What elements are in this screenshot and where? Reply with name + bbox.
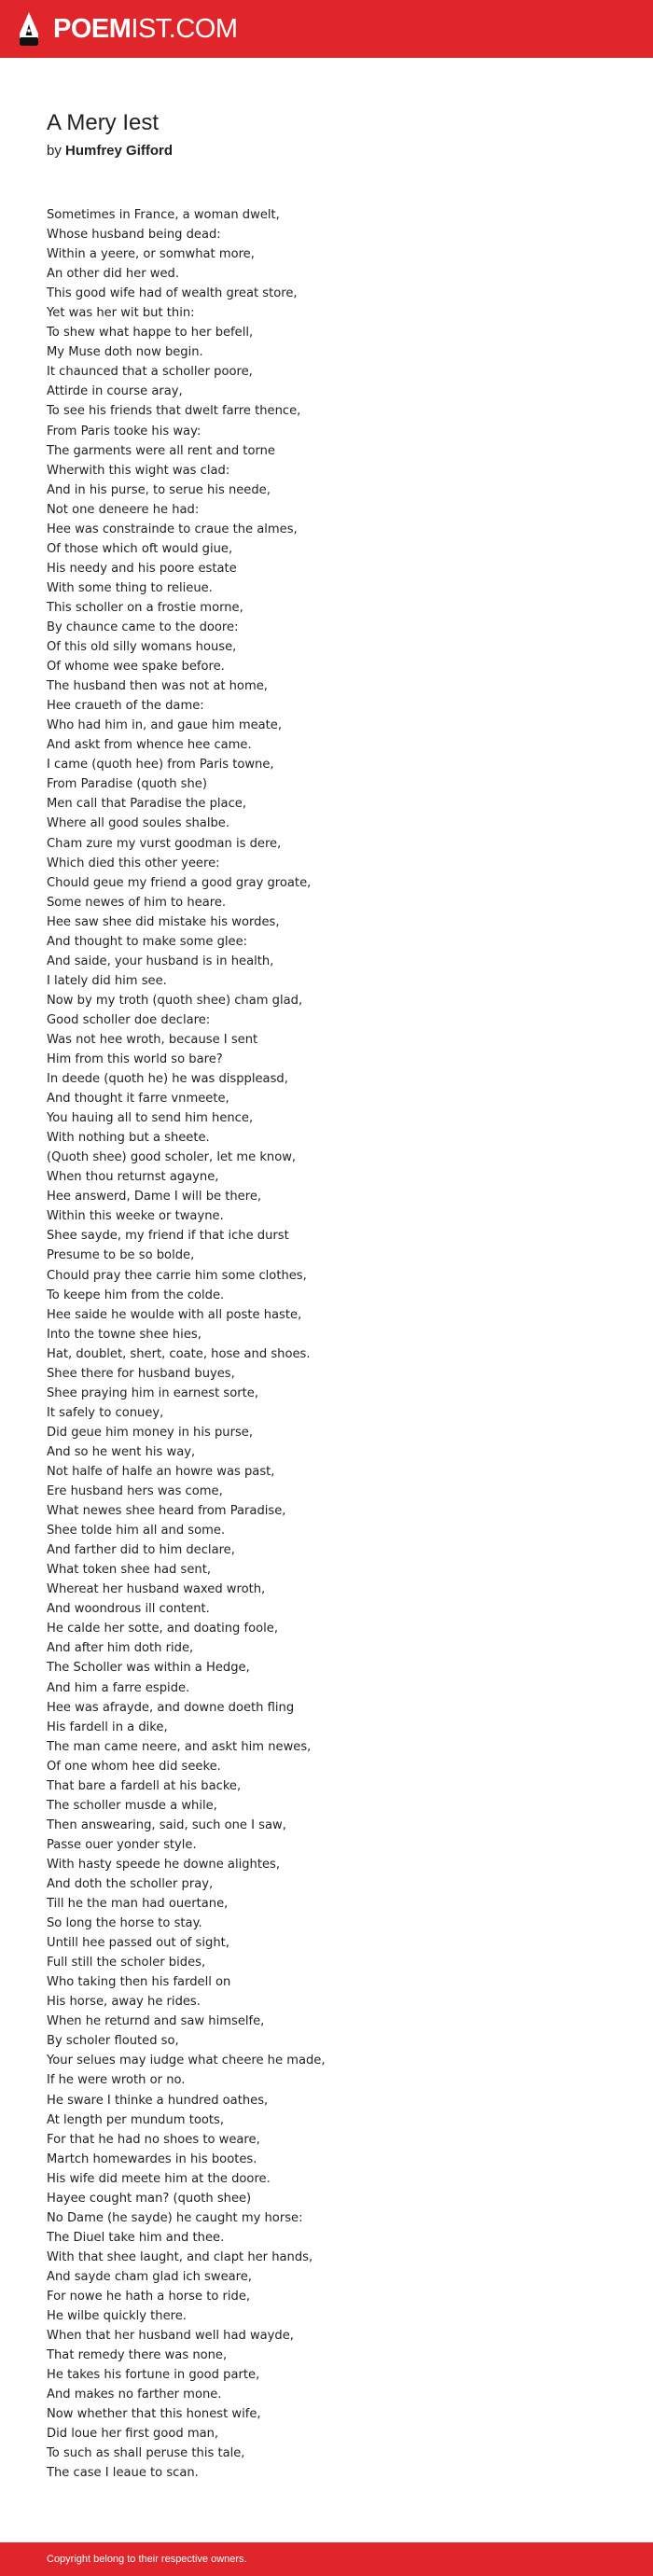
poem-line: Hee was afrayde, and downe doeth fling xyxy=(47,1700,295,1715)
poem-line: Whereat her husband waxed wroth, xyxy=(47,1582,266,1597)
poem-line: And saide, your husband is in health, xyxy=(47,954,274,968)
poem-line: With hasty speede he downe alightes, xyxy=(47,1857,281,1872)
poem-line: Cham zure my vurst goodman is dere, xyxy=(47,836,282,851)
poem-line: From Paris tooke his way: xyxy=(47,424,201,439)
poem-line: When thou returnst agayne, xyxy=(47,1170,219,1185)
footer-bar xyxy=(0,2542,653,2576)
poem-line: I came (quoth hee) from Paris towne, xyxy=(47,758,274,773)
poem-line: Which died this other yeere: xyxy=(47,856,220,870)
poem-line: Who had him in, and gaue him meate, xyxy=(47,718,283,733)
poem-line: Not halfe of halfe an howre was past, xyxy=(47,1465,275,1479)
poem-line: Now whether that this honest wife, xyxy=(47,2407,261,2422)
poem-line: Some newes of him to heare. xyxy=(47,895,227,910)
poem-line: That bare a fardell at his backe, xyxy=(47,1778,242,1793)
poem-line: With nothing but a sheete. xyxy=(47,1131,210,1146)
poem-line: And farther did to him declare, xyxy=(47,1543,235,1558)
poem-line: He sware I thinke a hundred oathes, xyxy=(47,2093,269,2108)
poem-line: The scholler musde a while, xyxy=(47,1798,217,1813)
poem-line: And makes no farther mone. xyxy=(47,2388,222,2402)
poem-line: No Dame (he sayde) he caught my horse: xyxy=(47,2210,303,2225)
poem-line: Who taking then his fardell on xyxy=(47,1975,231,1990)
poem-line: Untill hee passed out of sight, xyxy=(47,1936,229,1951)
poem-line: And sayde cham glad ich sweare, xyxy=(47,2269,252,2284)
poem-line: To keepe him from the colde. xyxy=(47,1288,225,1302)
poem-line: My Muse doth now begin. xyxy=(47,345,203,360)
poem-line: Shee tolde him all and some. xyxy=(47,1524,226,1539)
poem-title: A Mery Iest xyxy=(47,110,160,135)
site-logo-link[interactable] xyxy=(17,11,238,47)
poem-line: Then answearing, said, such one I saw, xyxy=(47,1817,286,1832)
poem-line: Hee craueth of the dame: xyxy=(47,699,204,714)
poem-line: When that her husband well had wayde, xyxy=(47,2329,294,2344)
poem-line: Whose husband being dead: xyxy=(47,228,221,243)
poem-line: The Scholler was within a Hedge, xyxy=(47,1661,250,1676)
poem-line: He takes his fortune in good parte, xyxy=(47,2368,260,2383)
poem-line: Shee praying him in earnest sorte, xyxy=(47,1385,258,1400)
poem-line: He calde her sotte, and doating foole, xyxy=(47,1622,279,1636)
poem-line: At length per mundum toots, xyxy=(47,2112,224,2127)
poem-line: And doth the scholler pray, xyxy=(47,1876,214,1891)
poem-line: Hee saw shee did mistake his wordes, xyxy=(47,914,280,929)
poem-line: You hauing all to send him hence, xyxy=(47,1111,254,1126)
poem-line: Hee was constrainde to craue the almes, xyxy=(47,522,298,536)
poem-line: I lately did him see. xyxy=(47,973,167,988)
poem-line: By scholer flouted so, xyxy=(47,2034,179,2049)
poem-line: Where all good soules shalbe. xyxy=(47,816,230,831)
poem-line: The Diuel take him and thee. xyxy=(47,2230,225,2245)
poem-line: For nowe he hath a horse to ride, xyxy=(47,2289,251,2304)
poem-line: Of one whom hee did seeke. xyxy=(47,1759,221,1774)
poem-line: Shee sayde, my friend if that iche durst xyxy=(47,1229,289,1244)
poem-line: And so he went his way, xyxy=(47,1444,196,1459)
pen-nib-icon xyxy=(17,11,41,47)
poem-line: Was not hee wroth, because I sent xyxy=(47,1032,258,1047)
poem-line: Did loue her first good man, xyxy=(47,2427,219,2442)
poem-header xyxy=(47,110,173,160)
poem-body xyxy=(47,205,606,2483)
poem-line: What newes shee heard from Paradise, xyxy=(47,1504,286,1519)
poem-line: And after him doth ride, xyxy=(47,1641,194,1656)
poem-line: It safely to conuey, xyxy=(47,1405,164,1420)
poem-line: With that shee laught, and clapt her hands, xyxy=(47,2249,313,2264)
poem-line: The man came neere, and askt him newes, xyxy=(47,1739,312,1754)
byline xyxy=(47,143,173,160)
poem-line: Full still the scholer bides, xyxy=(47,1956,206,1970)
by-label: by xyxy=(47,143,62,159)
poem-line: From Paradise (quoth she) xyxy=(47,777,207,792)
poem-line: Till he the man had ouertane, xyxy=(47,1897,229,1912)
poem-line: To shew what happe to her befell, xyxy=(47,326,254,341)
poem-line: Not one deneere he had: xyxy=(47,502,200,517)
poem-line: Presume to be so bolde, xyxy=(47,1248,195,1263)
poem-line: Hayee cought man? (quoth shee) xyxy=(47,2191,252,2206)
poem-line: Hat, doublet, shert, coate, hose and shoes. xyxy=(47,1346,311,1361)
poem-line: Within this weeke or twayne. xyxy=(47,1209,224,1224)
poem-line: Men call that Paradise the place, xyxy=(47,797,246,812)
poem-line: To see his friends that dwelt farre thence, xyxy=(47,404,301,419)
poem-line: By chaunce came to the doore: xyxy=(47,620,239,634)
poem-line: Sometimes in France, a woman dwelt, xyxy=(47,208,280,222)
poem-line: Shee there for husband buyes, xyxy=(47,1366,235,1381)
author-link[interactable]: Humfrey Gifford xyxy=(65,143,174,159)
poem-line: Of this old silly womans house, xyxy=(47,640,237,655)
poem-line: And in his purse, to serue his neede, xyxy=(47,482,271,497)
poem-line: His fardell in a dike, xyxy=(47,1720,168,1734)
poem-line: And thought it farre vnmeete, xyxy=(47,1092,229,1107)
poem-line: Passe ouer yonder style. xyxy=(47,1837,197,1852)
top-header-bar xyxy=(0,0,653,58)
poem-line: Wherwith this wight was clad: xyxy=(47,463,230,478)
poem-line: When he returnd and saw himselfe, xyxy=(47,2014,265,2029)
poem-line: His wife did meete him at the doore. xyxy=(47,2171,271,2186)
poem-line: The garments were all rent and torne xyxy=(47,443,275,458)
poem-line: Did geue him money in his purse, xyxy=(47,1425,254,1440)
poem-line: For that he had no shoes to weare, xyxy=(47,2132,260,2147)
poem-line: And thought to make some glee: xyxy=(47,934,248,949)
poem-line: The husband then was not at home, xyxy=(47,679,268,694)
poem-line: His horse, away he rides. xyxy=(47,1995,201,2010)
poem-line: Hee saide he woulde with all poste haste, xyxy=(47,1307,302,1322)
poem-line: This scholler on a frostie morne, xyxy=(47,600,243,615)
poem-line: It chaunced that a scholler poore, xyxy=(47,365,253,380)
poem-line: And him a farre espide. xyxy=(47,1680,190,1695)
poem-line: If he were wroth or no. xyxy=(47,2073,186,2088)
poem-line: An other did her wed. xyxy=(47,267,180,282)
poem-line: What token shee had sent, xyxy=(47,1563,212,1578)
poem-line: And woondrous ill content. xyxy=(47,1602,210,1617)
site-logo-text: POEMIST.COM xyxy=(53,14,238,44)
poem-line: (Quoth shee) good scholer, let me know, xyxy=(47,1150,297,1165)
poem-line: Good scholler doe declare: xyxy=(47,1012,211,1027)
poem-line: With some thing to relieue. xyxy=(47,580,213,595)
copyright-text: Copyright belong to their respective owners. xyxy=(47,2554,247,2565)
poem-line: Yet was her wit but thin: xyxy=(47,306,195,321)
poem-line: His needy and his poore estate xyxy=(47,561,237,576)
poem-line: Martch homewardes in his bootes. xyxy=(47,2151,257,2166)
poem-line: So long the horse to stay. xyxy=(47,1916,202,1931)
poem-line: Into the towne shee hies, xyxy=(47,1327,201,1342)
poem-line: Hee answerd, Dame I will be there, xyxy=(47,1190,262,1204)
poem-line: In deede (quoth he) he was disppleasd, xyxy=(47,1072,288,1087)
poem-line: Your selues may iudge what cheere he made, xyxy=(47,2054,326,2068)
poem-line: To such as shall peruse this tale, xyxy=(47,2446,245,2461)
poem-line: That remedy there was none, xyxy=(47,2348,228,2363)
poem-line: Of whome wee spake before. xyxy=(47,660,225,675)
poem-line: Attirde in course aray, xyxy=(47,384,183,399)
poem-line: Him from this world so bare? xyxy=(47,1052,223,1067)
poem-line: Now by my troth (quoth shee) cham glad, xyxy=(47,993,303,1008)
poem-line: Of those which oft would giue, xyxy=(47,541,233,556)
poem-line: Chould geue my friend a good gray groate, xyxy=(47,875,312,890)
poem-line: This good wife had of wealth great store, xyxy=(47,286,298,301)
poem-line: The case I leaue to scan. xyxy=(47,2466,199,2481)
poem-line: Chould pray thee carrie him some clothes, xyxy=(47,1268,307,1283)
poem-line: He wilbe quickly there. xyxy=(47,2309,187,2324)
poem-line: And askt from whence hee came. xyxy=(47,738,252,753)
poem-line: Ere husband hers was come, xyxy=(47,1484,223,1499)
poem-line: Within a yeere, or somwhat more, xyxy=(47,247,255,262)
